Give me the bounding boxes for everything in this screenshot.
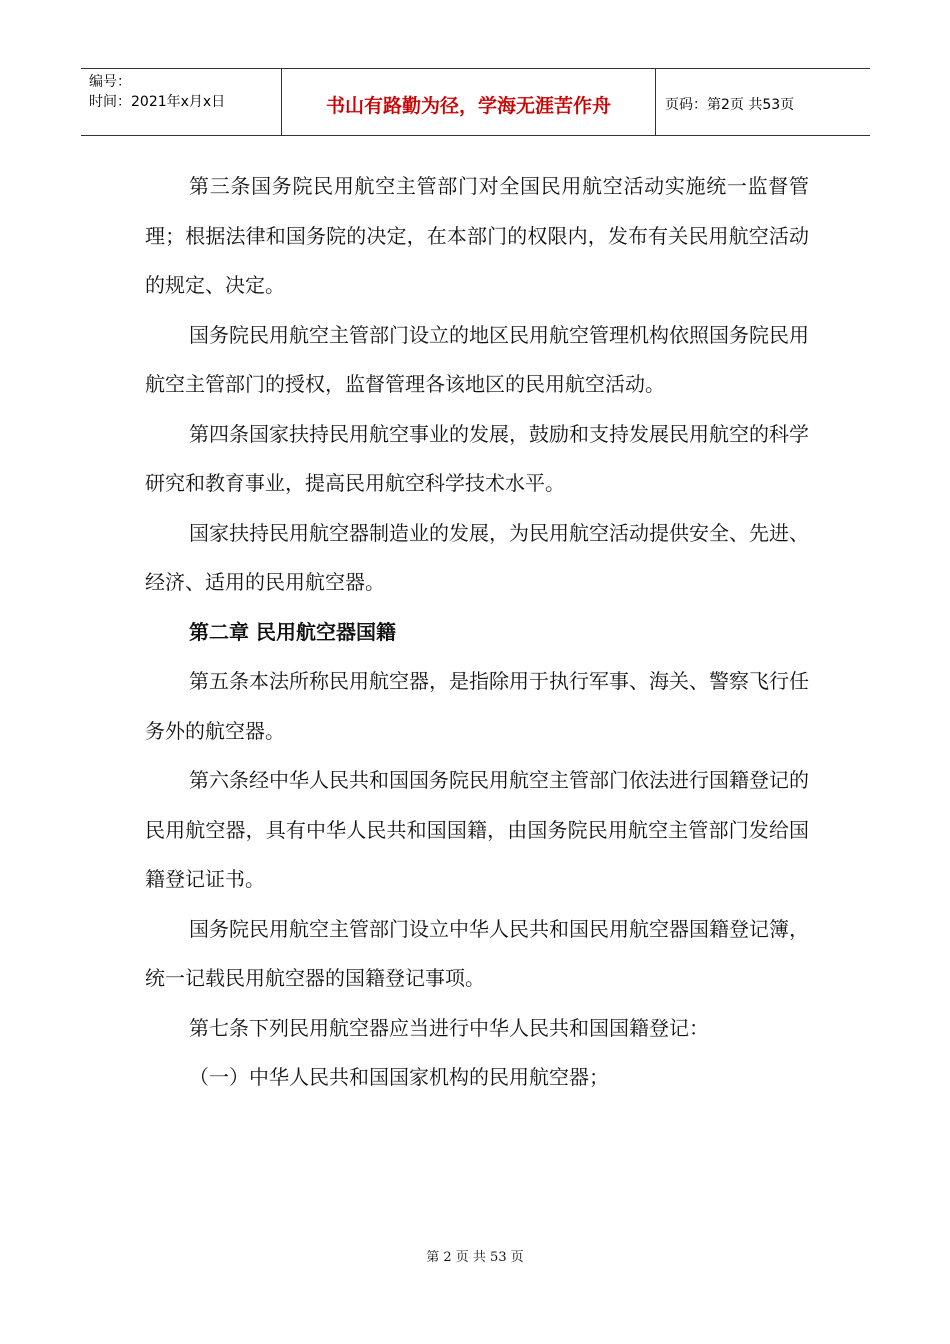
article-7-paragraph: 第七条下列民用航空器应当进行中华人民共和国国籍登记： [189,1015,709,1040]
page-footer: 第 2 页 共 53 页 [426,1250,524,1265]
regional-authority-paragraph: 国务院民用航空主管部门设立的地区民用航空管理机构依照国务院民用航空主管部门的授权，监督管理各该地区的民用航空活动。 [145,322,809,396]
page-header [81,68,870,136]
chapter-heading: 第二章 民用航空器国籍 [189,619,396,644]
article-4-paragraph: 第四条国家扶持民用航空事业的发展，鼓励和支持发展民用航空的科学研究和教育事业，提高民用航空科学技术水平。 [145,421,809,495]
document-time-label: 时间：2021年x月x日 [89,94,226,110]
header-motto: 书山有路勤为径，学海无涯苦作舟 [325,95,611,117]
document-number-label: 编号： [89,74,131,90]
aircraft-manufacturing-paragraph: 国家扶持民用航空器制造业的发展，为民用航空活动提供安全、先进、经济、适用的民用航空器。 [145,520,809,594]
article-6-paragraph: 第六条经中华人民共和国国务院民用航空主管部门依法进行国籍登记的民用航空器，具有中华人民共和国国籍，由国务院民用航空主管部门发给国籍登记证书。 [145,768,809,891]
header-divider-right [655,69,656,135]
article-3-paragraph: 第三条国务院民用航空主管部门对全国民用航空活动实施统一监督管理；根据法律和国务院的决定，在本部门的权限内，发布有关民用航空活动的规定、决定。 [145,174,809,297]
header-page-info: 页码：第2页 共53页 [665,97,795,113]
article-5-paragraph: 第五条本法所称民用航空器，是指除用于执行军事、海关、警察飞行任务外的航空器。 [145,669,809,743]
list-item-1: （一）中华人民共和国国家机构的民用航空器； [189,1065,609,1089]
header-meta [89,72,225,112]
registry-paragraph: 国务院民用航空主管部门设立中华人民共和国民用航空器国籍登记簿，统一记载民用航空器的国籍登记事项。 [145,916,809,990]
document-body [145,162,809,1103]
